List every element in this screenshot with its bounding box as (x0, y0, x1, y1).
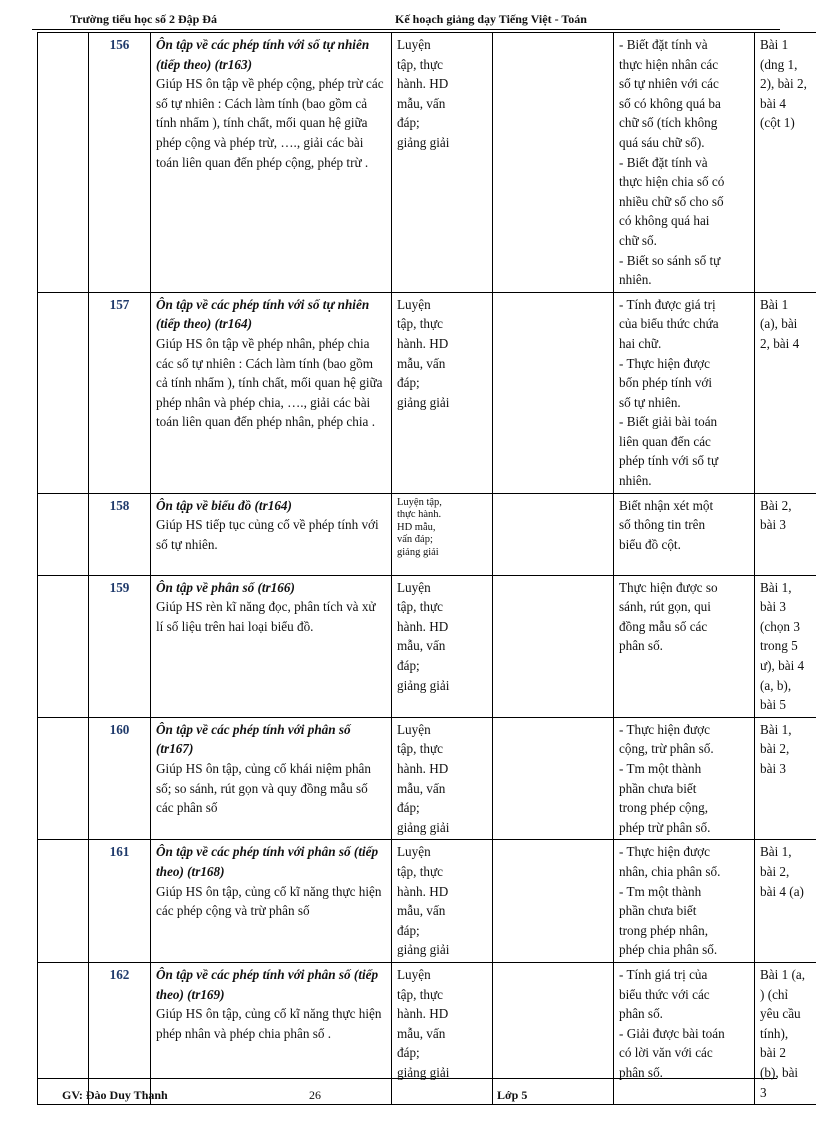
lesson-row (38, 493, 816, 575)
lesson-content-cell (151, 840, 392, 963)
objective-line: có không quá hai (619, 213, 710, 229)
exercise-line: ) (chỉ (760, 986, 789, 1002)
footer-divider (37, 1078, 777, 1079)
objective-line: - Thực hiện được (619, 355, 710, 371)
teaching-method-line: giảng giải (397, 394, 450, 410)
objective-line: số tự nhiên với các (619, 76, 719, 92)
lesson-plan-rows (38, 33, 816, 1105)
objective-line: trong phép nhân, (619, 922, 708, 938)
exercise-cell (755, 33, 816, 293)
teaching-method-line: đáp; (397, 658, 420, 674)
lesson-content-cell (151, 292, 392, 493)
objective-line: số thông tin trên (619, 517, 706, 533)
lesson-title: Ôn tập về các phép tính với số tự nhiên (tiếp theo) (tr164) (156, 296, 370, 332)
objective-line: - Biết đặt tính và (619, 154, 708, 170)
teaching-method-line: hành. HD (397, 335, 449, 351)
lesson-description: Giúp HS ôn tập, củng cố kĩ năng thực hiện phép nhân và phép chia phân số . (156, 1006, 382, 1041)
teaching-method-line: Luyện (397, 721, 431, 737)
objective-line: số tự nhiên. (619, 394, 681, 410)
lesson-number: 161 (89, 840, 151, 963)
objective-line: - Tm một thành (619, 761, 702, 776)
page-header (70, 12, 770, 30)
lesson-plan-table (37, 32, 816, 1105)
teaching-method-line: giảng giải (397, 942, 450, 958)
exercise-line: Bài 1, (760, 844, 792, 860)
objective-line: - Biết đặt tính và (619, 37, 708, 52)
objective-line: phân số. (619, 1006, 663, 1022)
exercise-line: 2, bài 4 (760, 335, 800, 351)
objective-line: phép chia phân số. (619, 942, 718, 958)
margin-cell (38, 493, 89, 575)
exercise-line: bài 2, (760, 741, 790, 757)
page-number: 26 (309, 1088, 321, 1102)
teacher-name: GV: Đào Duy Thanh (62, 1088, 168, 1102)
teaching-method-line: tập, thực (397, 741, 443, 757)
objective-line: thực hiện nhân các (619, 56, 719, 72)
lesson-title: Ôn tập về các phép tính với phân số (tiếp theo) (tr168) (156, 844, 379, 879)
lesson-description: Giúp HS rèn kĩ năng đọc, phân tích và xử lí số liệu trên hai loại biểu đồ. (156, 599, 376, 634)
teaching-method-line: mẫu, vấn (397, 1025, 446, 1041)
objective-line: của biểu thức chứa (619, 316, 719, 332)
lesson-description: Giúp HS ôn tập, củng cố kĩ năng thực hiện các phép cộng và trừ phân số (156, 883, 382, 919)
school-name: Trường tiểu học số 2 Đập Đá (70, 12, 217, 26)
teaching-method-line: tập, thực (397, 56, 443, 72)
teaching-method-line: mẫu, vấn (397, 638, 446, 654)
page-footer (37, 1078, 777, 1118)
lesson-number: 156 (89, 33, 151, 293)
exercise-line: (b), bài (760, 1064, 799, 1080)
exercise-line: Bài 1, (760, 721, 792, 737)
exercise-line: 2), bài 2, (760, 76, 807, 92)
lesson-description: Giúp HS ôn tập về phép cộng, phép trừ các số tự nhiên : Cách làm tính (bao gồm cả tính nhẩm ), tính chất, mối quan hệ giữa phép cộng và phép trừ, …., giải các bài toán liên quan đến phép cộng, phép trừ . (156, 76, 384, 170)
teaching-method-line: Luyện (397, 966, 431, 982)
teaching-method-line: mẫu, vấn (397, 903, 446, 919)
teaching-method-line: tập, thực (397, 986, 443, 1002)
exercise-cell (755, 575, 816, 717)
exercise-line: Bài 1 (760, 296, 789, 312)
objective-line: phần chưa biết (619, 903, 697, 919)
teaching-method-line: hành. HD (397, 761, 449, 776)
objective-line: bốn phép tính với (619, 375, 713, 391)
teaching-method-line: đáp; (397, 375, 420, 391)
objective-cell (614, 292, 755, 493)
exercise-cell (755, 493, 816, 575)
teaching-method-line: đáp; (397, 115, 420, 131)
exercise-cell (755, 292, 816, 493)
blank-cell (493, 292, 614, 493)
exercise-line: Bài 1 (760, 37, 789, 52)
lesson-description: Giúp HS ôn tập về phép nhân, phép chia các số tự nhiên : Cách làm tính (bao gồm cả tính nhẩm ), tính chất, mối quan hệ giữa phép nhân và phép chia, …., giải các bài toán liên quan đến phép nhân, phép chia . (156, 335, 383, 430)
exercise-line: Bài 2, (760, 497, 792, 513)
exercise-line: 3 (760, 1084, 767, 1100)
header-divider (32, 29, 780, 30)
lesson-number: 157 (89, 292, 151, 493)
lesson-description: Giúp HS tiếp tục củng cố về phép tính với số tự nhiên. (156, 517, 379, 552)
teaching-method-line: giảng giải (397, 1064, 450, 1080)
objective-line: số có không quá ba (619, 95, 721, 111)
exercise-line: bài 5 (760, 697, 787, 713)
exercise-line: (dng 1, (760, 56, 798, 72)
teaching-method-line: hành. HD (397, 883, 449, 899)
lesson-content-cell (151, 575, 392, 717)
exercise-line: (a), bài (760, 316, 798, 332)
lesson-title: Ôn tập về các phép tính với phân số (tr167) (156, 721, 351, 757)
objective-line: - Thực hiện được (619, 721, 710, 737)
teaching-method-line: giảng giải (397, 134, 450, 150)
lesson-number: 160 (89, 717, 151, 840)
lesson-title: Ôn tập về các phép tính với phân số (tiếp theo) (tr169) (156, 966, 379, 1002)
objective-cell (614, 575, 755, 717)
teaching-method-line: hành. HD (397, 1006, 449, 1022)
exercise-line: Bài 1, (760, 579, 792, 595)
blank-cell (493, 493, 614, 575)
objective-line: nhiên. (619, 272, 652, 288)
exercise-cell (755, 717, 816, 840)
margin-cell (38, 840, 89, 963)
teaching-method-line: đáp; (397, 922, 420, 938)
objective-line: phép trừ phân số. (619, 819, 711, 835)
teaching-method-line: tập, thực (397, 863, 443, 879)
margin-cell (38, 33, 89, 293)
teaching-method-line: giảng giải (397, 677, 450, 693)
margin-cell (38, 717, 89, 840)
lesson-row (38, 33, 816, 293)
blank-cell (493, 33, 614, 293)
teaching-method-line: tập, thực (397, 316, 443, 332)
objective-line: sánh, rút gọn, qui (619, 599, 711, 615)
objective-line: thực hiện chia số có (619, 174, 725, 190)
objective-line: - Giải được bài toán (619, 1025, 725, 1041)
objective-line: phép tính với số tự (619, 453, 719, 469)
objective-line: - Tính được giá trị (619, 296, 716, 312)
teaching-method-cell (392, 493, 493, 575)
lesson-number: 159 (89, 575, 151, 717)
blank-cell (493, 575, 614, 717)
grade-label: Lớp 5 (497, 1088, 528, 1102)
teaching-method-line: giảng giải (397, 819, 450, 835)
lesson-row (38, 575, 816, 717)
teaching-method-cell (392, 33, 493, 293)
lesson-content-cell (151, 33, 392, 293)
lesson-number: 162 (89, 962, 151, 1104)
exercise-line: trong 5 (760, 638, 798, 654)
exercise-line: yêu cầu (760, 1006, 801, 1022)
exercise-line: bài 3 (760, 761, 787, 776)
objective-line: nhân, chia phân số. (619, 863, 721, 879)
exercise-line: bài 3 (760, 517, 787, 533)
blank-cell (493, 717, 614, 840)
teaching-method-line: đáp; (397, 800, 420, 816)
exercise-line: bài 2, (760, 863, 790, 879)
teaching-method-line: thực hành. (397, 509, 442, 521)
objective-line: nhiên. (619, 473, 652, 489)
objective-line: phân số. (619, 1064, 663, 1080)
exercise-line: ư), bài 4 (760, 658, 805, 674)
exercise-line: (chọn 3 (760, 618, 800, 634)
exercise-line: (cột 1) (760, 115, 795, 131)
teaching-method-line: Luyện (397, 579, 431, 595)
lesson-row (38, 840, 816, 963)
objective-line: cộng, trừ phân số. (619, 741, 714, 757)
teaching-method-line: vấn đáp; (397, 534, 433, 546)
lesson-content-cell (151, 493, 392, 575)
exercise-line: bài 4 (a) (760, 883, 804, 899)
exercise-line: tính), (760, 1025, 789, 1041)
lesson-number: 158 (89, 493, 151, 575)
plan-title: Kế hoạch giảng dạy Tiếng Việt - Toán (395, 12, 587, 26)
teaching-method-line: Luyện (397, 296, 431, 312)
lesson-title: Ôn tập về biểu đồ (tr164) (156, 497, 292, 513)
objective-line: quá sáu chữ số). (619, 134, 705, 150)
objective-line: biểu thức với các (619, 986, 710, 1002)
teaching-method-line: HD mẫu, (397, 521, 436, 533)
teaching-method-line: tập, thực (397, 599, 443, 615)
teaching-method-line: hành. HD (397, 618, 449, 634)
objective-line: - Tính giá trị của (619, 966, 708, 982)
objective-line: hai chữ. (619, 335, 662, 351)
objective-line: biểu đồ cột. (619, 536, 681, 552)
objective-line: phân số. (619, 638, 663, 654)
teaching-method-line: Luyện tập, (397, 496, 442, 508)
teaching-method-line: mẫu, vấn (397, 95, 446, 111)
objective-line: - Thực hiện được (619, 844, 710, 860)
objective-line: Biết nhận xét một (619, 497, 714, 513)
teaching-method-line: Luyện (397, 37, 431, 52)
exercise-line: (a, b), (760, 677, 792, 693)
objective-cell (614, 717, 755, 840)
objective-line: chữ số. (619, 232, 657, 248)
exercise-line: Bài 1 (a, (760, 966, 806, 982)
lesson-row (38, 292, 816, 493)
lesson-title: Ôn tập về các phép tính với số tự nhiên (tiếp theo) (tr163) (156, 37, 370, 72)
exercise-line: bài 4 (760, 95, 787, 111)
objective-line: nhiều chữ số cho số (619, 193, 724, 209)
teaching-method-cell (392, 840, 493, 963)
objective-line: đồng mẫu số các (619, 618, 708, 634)
lesson-content-cell (151, 717, 392, 840)
objective-line: Thực hiện được so (619, 579, 718, 595)
exercise-line: bài 3 (760, 599, 787, 615)
lesson-description: Giúp HS ôn tập, củng cố khái niệm phân số; so sánh, rút gọn và quy đồng mẫu số các phân số (156, 761, 371, 816)
objective-line: - Biết so sánh số tự (619, 252, 721, 268)
teaching-method-cell (392, 717, 493, 840)
lesson-title: Ôn tập về phân số (tr166) (156, 579, 295, 595)
teaching-method-cell (392, 575, 493, 717)
teaching-method-line: mẫu, vấn (397, 780, 446, 796)
objective-cell (614, 840, 755, 963)
margin-cell (38, 292, 89, 493)
exercise-line: bài 2 (760, 1045, 787, 1061)
teaching-method-line: đáp; (397, 1045, 420, 1061)
objective-line: - Tm một thành (619, 883, 702, 899)
objective-cell (614, 33, 755, 293)
margin-cell (38, 575, 89, 717)
objective-line: có lời văn với các (619, 1045, 713, 1061)
objective-line: liên quan đến các (619, 433, 711, 449)
teaching-method-cell (392, 292, 493, 493)
objective-line: chữ số (tích không (619, 115, 718, 131)
objective-line: trong phép cộng, (619, 800, 708, 816)
objective-line: - Biết giải bài toán (619, 414, 718, 430)
blank-cell (493, 840, 614, 963)
objective-line: phần chưa biết (619, 780, 697, 796)
teaching-method-line: hành. HD (397, 76, 449, 92)
teaching-method-line: mẫu, vấn (397, 355, 446, 371)
teaching-method-line: Luyện (397, 844, 431, 860)
lesson-row (38, 717, 816, 840)
teaching-method-line: giảng giải (397, 547, 439, 559)
exercise-cell (755, 840, 816, 963)
objective-cell (614, 493, 755, 575)
